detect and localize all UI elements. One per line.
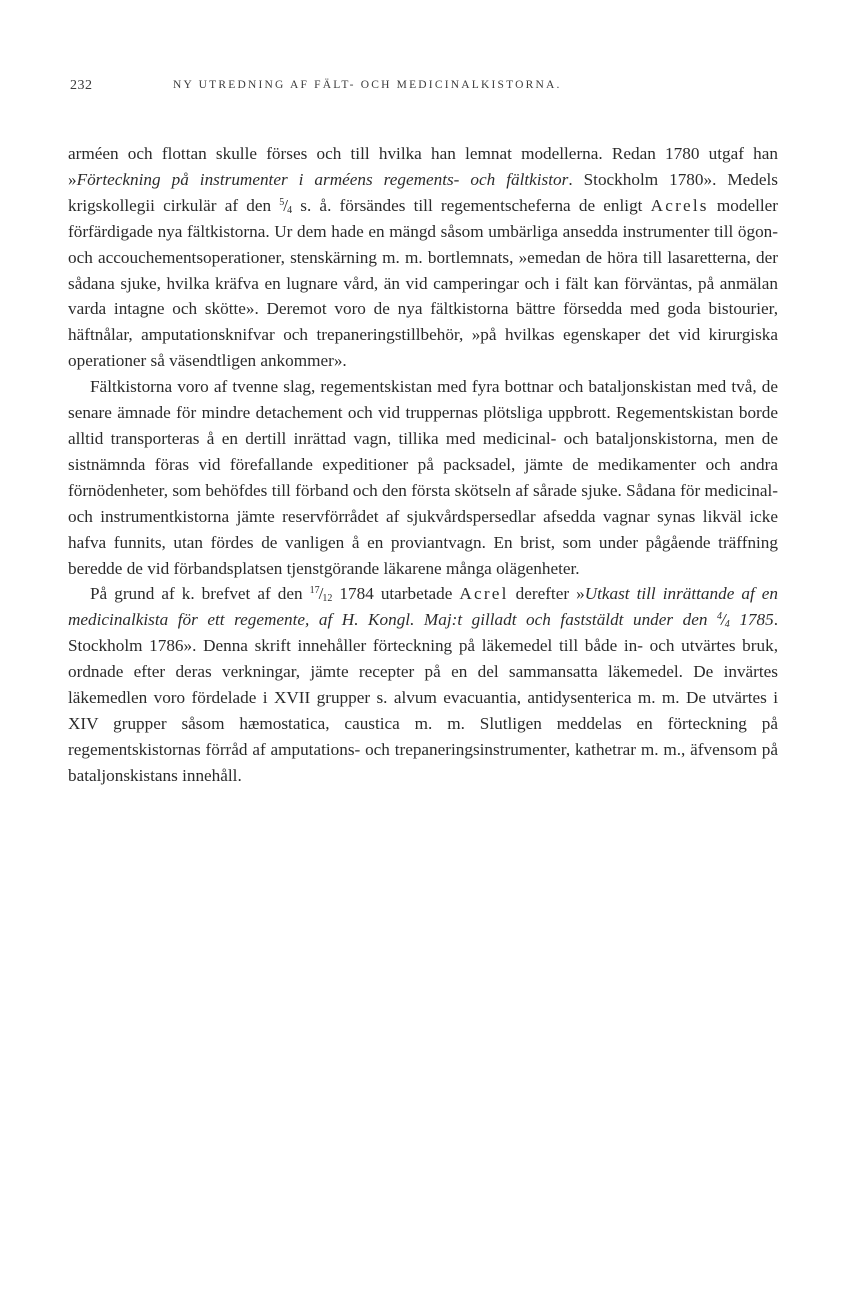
fraction: $^4/_4$ xyxy=(717,610,730,631)
paragraph-1 xyxy=(68,141,778,374)
fraction-denominator: 12 xyxy=(322,593,333,605)
paragraph-2: Fältkistorna voro af tvenne slag, regementskistan med fyra bottnar och bataljonskistan med två, de senare ämnade för mindre detachement och vid truppernas plötsliga uppbrott. Regementskistan borde alltid transporteras å en dertill inrättad vagn, tillika med medicinal- och bataljonskistorna, men de sistnämnda föras vid förefallande expeditioner på packsadel, jämte de medikamenter och andra förnödenheter, som behöfdes till förband och den första skötseln af sårade sjuke. Sådana för medicinal- och instrumentkistorna jämte reservförrådet af sjukvårdspersedlar afsedda vagnar synas likväl icke hafva funnits, utan fördes de vanligen å en proviantvagn. En brist, som under pågående träffning beredde de vid förbandsplatsen tjenstgörande läkarene många olägenheter. xyxy=(68,377,778,578)
text-run: . Stockholm 1780». Medels krigskollegii cirkulär af den xyxy=(68,169,778,215)
paragraph-3 xyxy=(68,581,778,788)
text-run: s. å. försändes till regementscheferna de enligt xyxy=(292,195,651,215)
fraction: $^5/_4$ xyxy=(279,195,293,216)
book-title-end: 1785 xyxy=(729,610,774,630)
text-run: arméen och flottan skulle förses och till hvilka han lemnat modellerna. Redan 1780 utgaf han » xyxy=(68,144,778,189)
book-title: Utkast till inrättande af en medicinalkista för ett regemente, af H. Kongl. Maj:t gilladt och faststäldt under den xyxy=(68,584,778,630)
running-head: NY UTREDNING AF FÄLT- OCH MEDICINALKISTORNA. xyxy=(173,79,562,91)
person-name: Acrels xyxy=(650,195,709,215)
fraction-numerator: 17 xyxy=(309,585,320,597)
fraction: $^{17}/_{12}$ xyxy=(309,584,333,605)
body-text xyxy=(68,141,778,789)
page-number: 232 xyxy=(70,78,93,93)
person-name: Acrel xyxy=(459,584,509,604)
fraction-denominator: 4 xyxy=(724,619,730,631)
text-run: På grund af k. brefvet af den xyxy=(90,584,310,604)
fraction-denominator: 4 xyxy=(287,204,293,216)
text-run: . Stockholm 1786». Denna skrift innehåller förteckning på läkemedel till både in- och utvärtes bruk, ordnade efter deras verkningar, jämte recepter på en del sammansatta läkemedel. De invärtes läkemedlen voro fördelade i XVII grupper s. alvum evacuantia, antidysenterica m. m. De utvärtes i XIV grupper såsom hæmostatica, caustica m. m. Slutligen meddelas en förteckning på regementskistornas förråd af amputations- och trepaneringsinstrumenter, kathetrar m. m., äfvensom på bataljonskistans innehåll. xyxy=(68,610,778,785)
text-run: derefter » xyxy=(508,584,585,604)
fraction-numerator: 5 xyxy=(279,196,285,208)
book-title: Förteckning på instrumenter i arméens regements- och fältkistor xyxy=(76,169,569,189)
fraction-numerator: 4 xyxy=(717,611,722,623)
text-run: 1784 utarbetade xyxy=(332,584,460,604)
text-run: modeller förfärdigade nya fältkistorna. Ur dem hade en mängd såsom umbärliga ansedda instrumenter till ögon- och accouchementsoperationer, stenskärning m. m. bortlemnats, »emedan de höra till lasaretterna, der sådana sjuke, hvilka kräfva en lugnare vård, än vid camperingar och i fält kan förväntas, på anmälan varda intagne och skötte». Deremot voro de nya fältkistorna bättre försedda med goda bistourier, häftnålar, amputationsknifvar och trepaneringstillbehör, »på hvilkas egenskaper det vid kirurgiska operationer så väsendtligen ankommer». xyxy=(68,195,778,371)
page-header xyxy=(70,78,776,100)
